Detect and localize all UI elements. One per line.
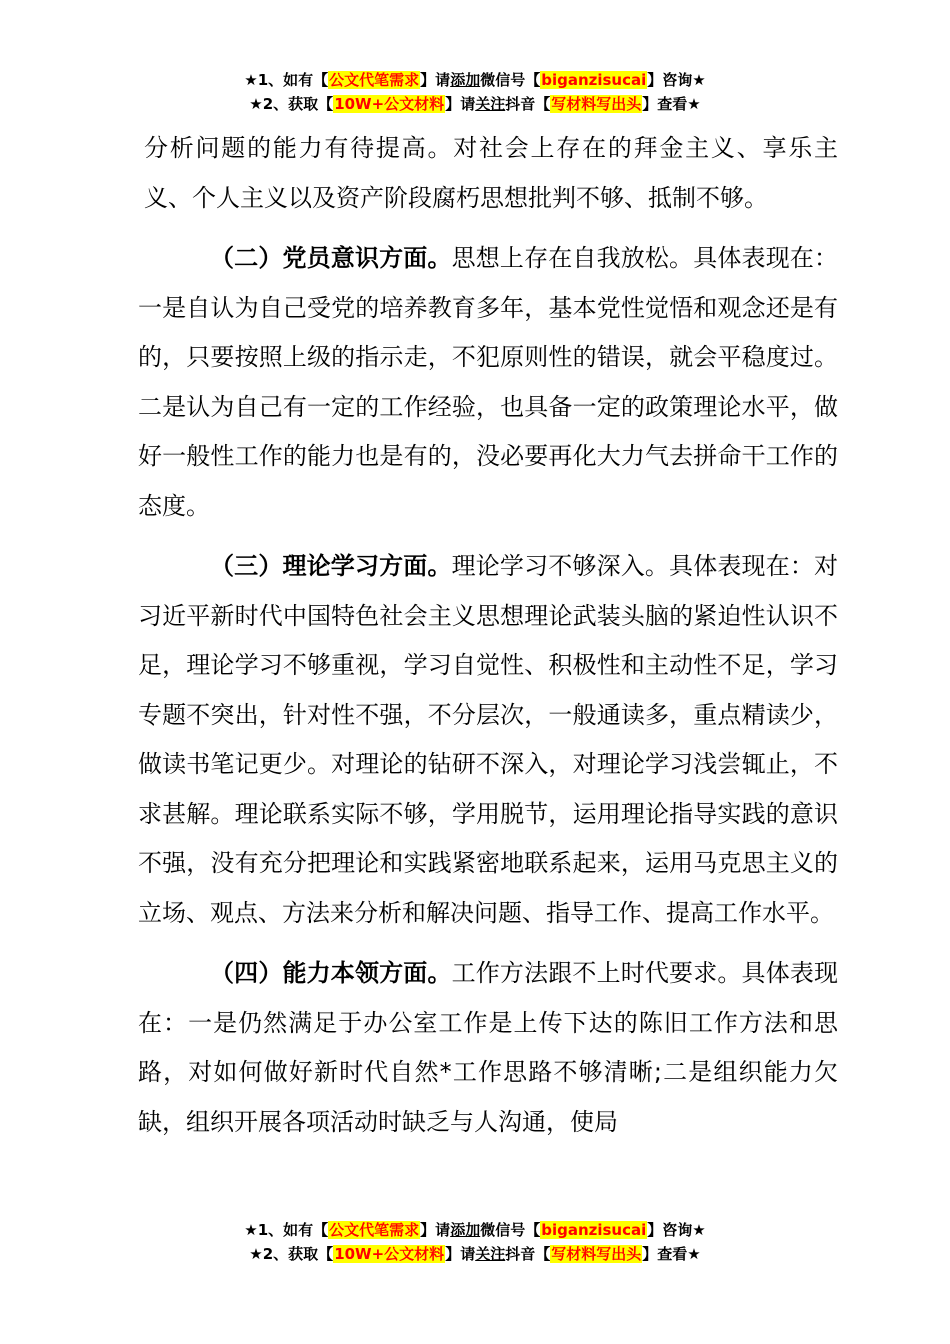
banner-highlight: 公文代笔需求 [329,1221,420,1239]
banner-text: 】请 [445,95,476,113]
banner-text: 微信号【 [480,71,541,89]
banner-highlight: 写材料写出头 [551,95,642,113]
banner-highlight: 写材料写出头 [551,1245,642,1263]
banner-highlight: 公文代笔需求 [329,71,420,89]
banner-line-1 [0,68,950,92]
banner-underline: 关注 [475,1245,506,1263]
header-banner [0,68,950,116]
banner-text: 抖音【 [505,95,551,113]
banner-highlight: biganzisucai [541,1221,647,1239]
banner-line-1 [0,1218,950,1242]
banner-text: 抖音【 [505,1245,551,1263]
banner-highlight: biganzisucai [541,71,647,89]
banner-line-2 [0,1242,950,1266]
banner-line-2 [0,92,950,116]
section-paragraph-2 [138,234,838,531]
footer-banner [0,1218,950,1266]
banner-text: 】请 [445,1245,476,1263]
banner-text: 】请 [420,1221,451,1239]
section-heading: （三）理论学习方面。 [210,552,452,580]
banner-underline: 添加 [450,1221,481,1239]
section-heading: （二）党员意识方面。 [210,244,452,272]
banner-underline: 添加 [450,71,481,89]
banner-text: 微信号【 [480,1221,541,1239]
banner-highlight: 10W+公文材料 [334,95,445,113]
banner-text: 】查看★ [642,95,701,113]
banner-text: 】查看★ [642,1245,701,1263]
banner-text: 】咨询★ [647,1221,706,1239]
banner-underline: 关注 [475,95,506,113]
banner-text: ★1、如有【 [244,1221,329,1239]
section-paragraph-4 [138,949,838,1147]
banner-highlight: 10W+公文材料 [334,1245,445,1263]
banner-text: ★2、获取【 [249,95,334,113]
section-text: 思想上存在自我放松。具体表现在：一是自认为自己受党的培养教育多年，基本党性觉悟和观念还是有的，只要按照上级的指示走，不犯原则性的错误，就会平稳度过。二是认为自己有一定的工作经验，也具备一定的政策理论水平，做好一般性工作的能力也是有的，没必要再化大力气去拼命干工作的态度。 [138,244,839,520]
banner-text: 】请 [420,71,451,89]
intro-paragraph: 分析问题的能力有待提高。对社会上存在的拜金主义、享乐主义、个人主义以及资产阶段腐朽思想批判不够、抵制不够。 [144,134,838,212]
section-paragraph-3 [138,542,838,938]
document-body [138,124,838,1147]
section-heading: （四）能力本领方面。 [210,959,452,987]
banner-text: ★1、如有【 [244,71,329,89]
section-text: 理论学习不够深入。具体表现在：对习近平新时代中国特色社会主义思想理论武装头脑的紧迫性认识不足，理论学习不够重视，学习自觉性、积极性和主动性不足，学习专题不突出，针对性不强，不分层次，一般通读多，重点精读少，做读书笔记更少。对理论的钻研不深入，对理论学习浅尝辄止，不求甚解。理论联系实际不够，学用脱节，运用理论指导实践的意识不强，没有充分把理论和实践紧密地联系起来，运用马克思主义的立场、观点、方法来分析和解决问题、指导工作、提高工作水平。 [138,552,839,927]
banner-text: ★2、获取【 [249,1245,334,1263]
banner-text: 】咨询★ [647,71,706,89]
section-text: 工作方法跟不上时代要求。具体表现在：一是仍然满足于办公室工作是上传下达的陈旧工作方法和思路，对如何做好新时代自然*工作思路不够清晰;二是组织能力欠缺，组织开展各项活动时缺乏与人沟通，使局 [138,959,839,1136]
